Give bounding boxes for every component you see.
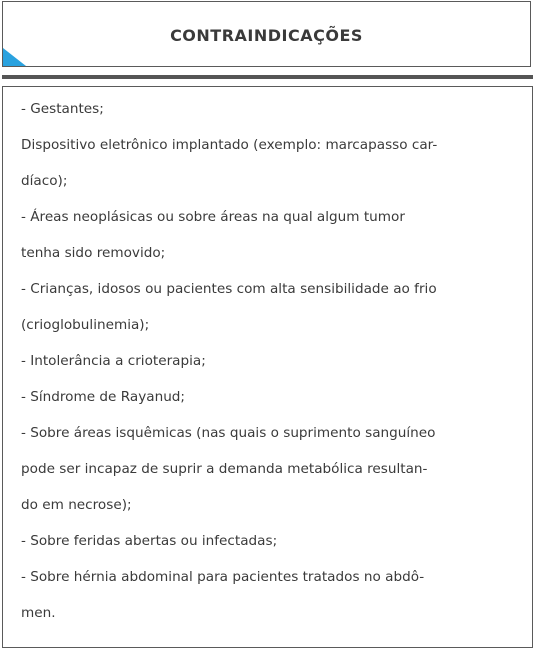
list-line: - Sobre feridas abertas ou infectadas; xyxy=(21,533,278,549)
list-line: do em necrose); xyxy=(21,497,132,513)
page-title: CONTRAINDICAÇÕES xyxy=(170,26,363,45)
list-line: - Sobre áreas isquêmicas (nas quais o suprimento sanguíneo xyxy=(21,425,436,441)
list-line: - Intolerância a crioterapia; xyxy=(21,353,206,369)
list-line: díaco); xyxy=(21,173,68,189)
list-line: - Crianças, idosos ou pacientes com alta sensibilidade ao frio xyxy=(21,281,437,297)
contraindications-box xyxy=(2,86,533,648)
divider-rule xyxy=(2,75,533,79)
list-line: pode ser incapaz de suprir a demanda metabólica resultan- xyxy=(21,461,428,477)
list-line: men. xyxy=(21,605,56,621)
corner-accent-triangle xyxy=(3,48,26,66)
list-line: - Síndrome de Rayanud; xyxy=(21,389,186,405)
list-line: - Sobre hérnia abdominal para pacientes tratados no abdô- xyxy=(21,569,425,585)
list-line: - Áreas neoplásicas ou sobre áreas na qual algum tumor xyxy=(21,209,405,225)
list-line: (crioglobulinemia); xyxy=(21,317,150,333)
contraindications-list xyxy=(21,91,518,631)
list-line: tenha sido removido; xyxy=(21,245,166,261)
list-line: Dispositivo eletrônico implantado (exemplo: marcapasso car- xyxy=(21,137,438,153)
title-box xyxy=(2,1,531,67)
list-line: - Gestantes; xyxy=(21,101,104,117)
